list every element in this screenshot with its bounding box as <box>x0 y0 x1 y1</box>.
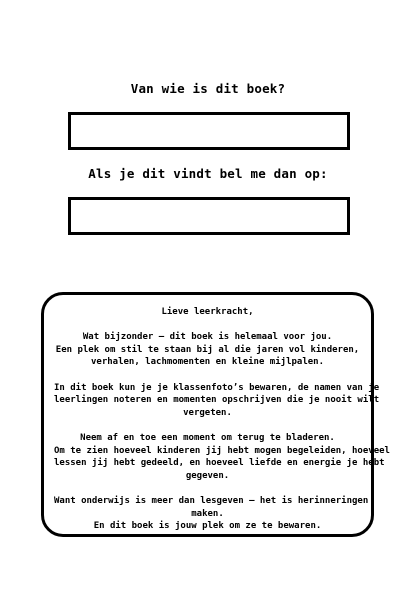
letter-line: gegeven. <box>185 470 230 481</box>
letter-line: Want onderwijs is meer dan lesgeven – het is herinneringen <box>54 495 369 506</box>
letter-line: vergeten. <box>183 407 232 418</box>
letter-line: verhalen, lachmomenten en kleine mijlpalen. <box>91 357 324 368</box>
letter-line: Neem af en toe een moment om terug te bladeren. <box>80 432 335 443</box>
letter-line: En dit boek is jouw plek om ze te bewaren. <box>93 521 322 532</box>
letter-line: Om te zien hoeveel kinderen jij hebt mogen begeleiden, hoeveel <box>54 445 390 456</box>
letter-paragraph-4 <box>54 495 369 533</box>
owner-question-heading: Van wie is dit boek? <box>130 81 286 96</box>
letter-line: Lieve leerkracht, <box>161 307 254 317</box>
letter-paragraph-2 <box>54 382 380 420</box>
letter-text <box>54 306 390 545</box>
letter-greeting <box>54 306 361 319</box>
letter-line: maken. <box>191 508 224 519</box>
letter-line: Een plek om stil te staan bij al die jaren vol kinderen, <box>55 344 360 355</box>
letter-line: Wat bijzonder – dit boek is helemaal voor jou. <box>82 332 333 343</box>
letter-box <box>41 292 390 537</box>
letter-paragraph-3 <box>54 432 390 482</box>
phone-number-field[interactable] <box>68 197 350 235</box>
contact-question-heading: Als je dit vindt bel me dan op: <box>88 166 328 181</box>
owner-name-field[interactable] <box>68 112 350 150</box>
letter-paragraph-1 <box>54 331 361 369</box>
letter-line: leerlingen noteren en momenten opschrijven die je nooit wilt <box>54 395 380 406</box>
letter-line: In dit boek kun je je klassenfoto’s bewaren, de namen van je <box>54 382 380 393</box>
letter-line: lessen jij hebt gedeeld, en hoeveel liefde en energie je hebt <box>54 458 385 469</box>
